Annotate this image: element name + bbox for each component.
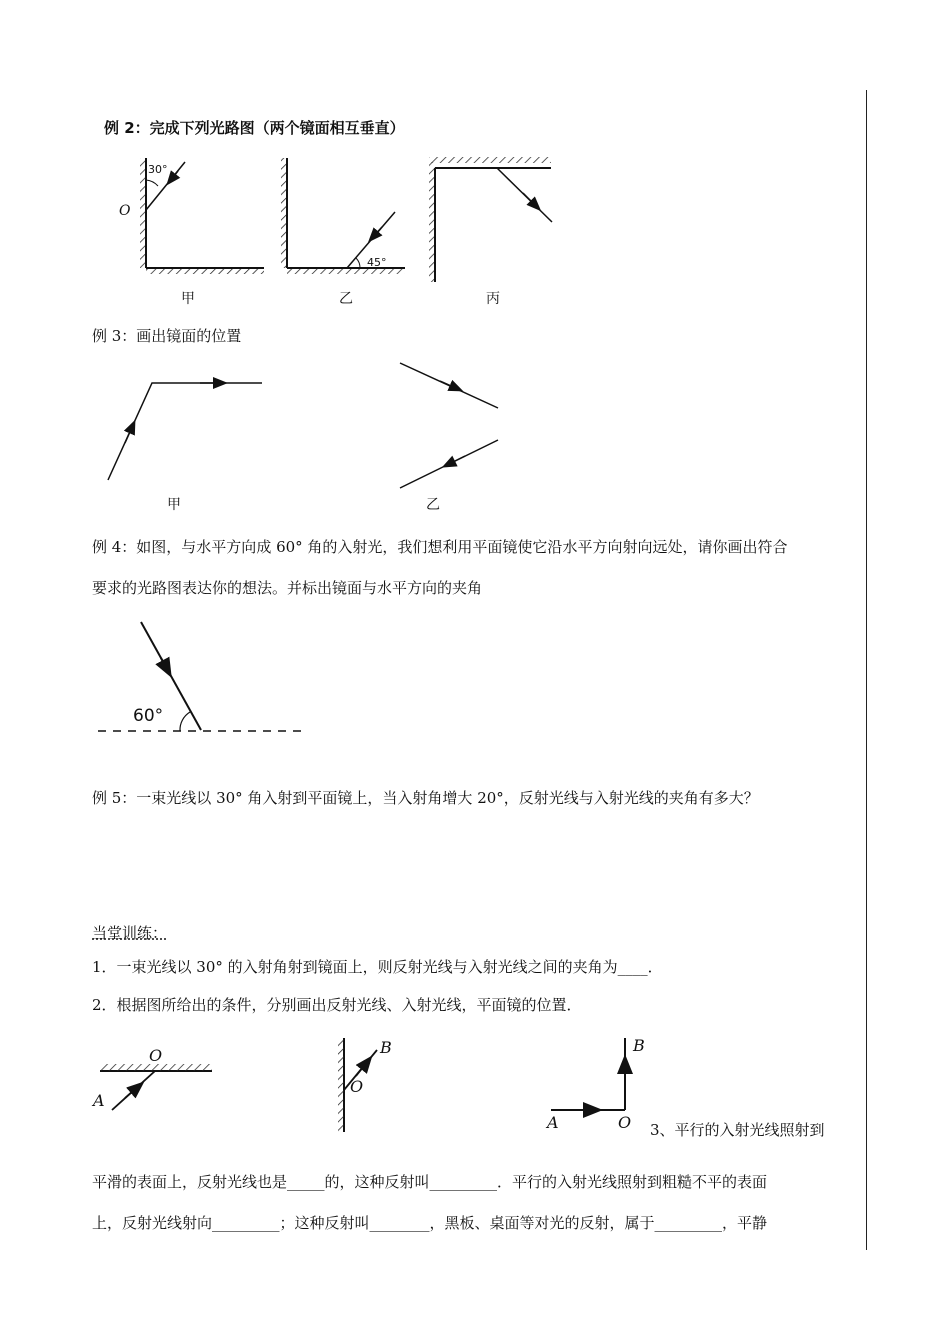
example4-line1: 例 4：如图，与水平方向成 60° 角的入射光，我们想利用平面镜使它沿水平方向射向远处，请你画出符合 (92, 538, 788, 556)
training-q1: 1．一束光线以 30° 的入射角射到镜面上，则反射光线与入射光线之间的夹角为____． (92, 958, 663, 976)
ex2-label-bing: 丙 (486, 291, 500, 307)
fig3-label-b: B (633, 1036, 645, 1055)
train-figure-3 (551, 1038, 625, 1110)
training-heading: 当堂训练： (92, 924, 168, 942)
fig1-label-a: A (93, 1091, 105, 1110)
ex4-angle-label: 60° (133, 706, 164, 726)
fig3-label-a: A (547, 1113, 559, 1132)
ex2-label-jia: 甲 (181, 291, 195, 307)
ex2-point-o: O (119, 203, 131, 219)
example2-title: 例 2：完成下列光路图（两个镜面相互垂直） (104, 119, 405, 137)
training-q3-start: 3、平行的入射光线照射到 (650, 1121, 825, 1139)
ex2-figure-bing (429, 157, 552, 282)
ex3-figure-jia (108, 383, 262, 480)
ex2-angle-yi: 45° (367, 256, 387, 269)
fig1-label-o: O (149, 1046, 163, 1065)
example4-line2: 要求的光路图表达你的想法。并标出镜面与水平方向的夹角 (92, 579, 483, 597)
training-q3-line2: 平滑的表面上，反射光线也是_____的，这种反射叫_________．平行的入射光线照射到粗糙不平的表面 (92, 1173, 768, 1191)
ex3-label-yi: 乙 (426, 497, 440, 513)
fig2-label-o: O (350, 1077, 364, 1096)
example5-text: 例 5：一束光线以 30° 角入射到平面镜上，当入射角增大 20°，反射光线与入射光线的夹角有多大？ (92, 789, 759, 807)
training-q2: 2．根据图所给出的条件，分别画出反射光线、入射光线，平面镜的位置． (92, 996, 582, 1014)
ex4-figure (98, 622, 306, 731)
fig3-label-o: O (618, 1113, 632, 1132)
fig2-label-b: B (380, 1038, 392, 1057)
example3-title: 例 3：画出镜面的位置 (92, 327, 242, 345)
ex3-figure-yi (400, 363, 498, 488)
ex3-label-jia: 甲 (167, 497, 181, 513)
ex2-label-yi: 乙 (339, 291, 353, 307)
ex2-angle-jia: 30° (148, 163, 168, 176)
train-figure-1 (100, 1064, 212, 1110)
training-q3-line3: 上，反射光线射向_________；这种反射叫________，黑板、桌面等对光的反射，属于_________，平静 (92, 1214, 768, 1232)
